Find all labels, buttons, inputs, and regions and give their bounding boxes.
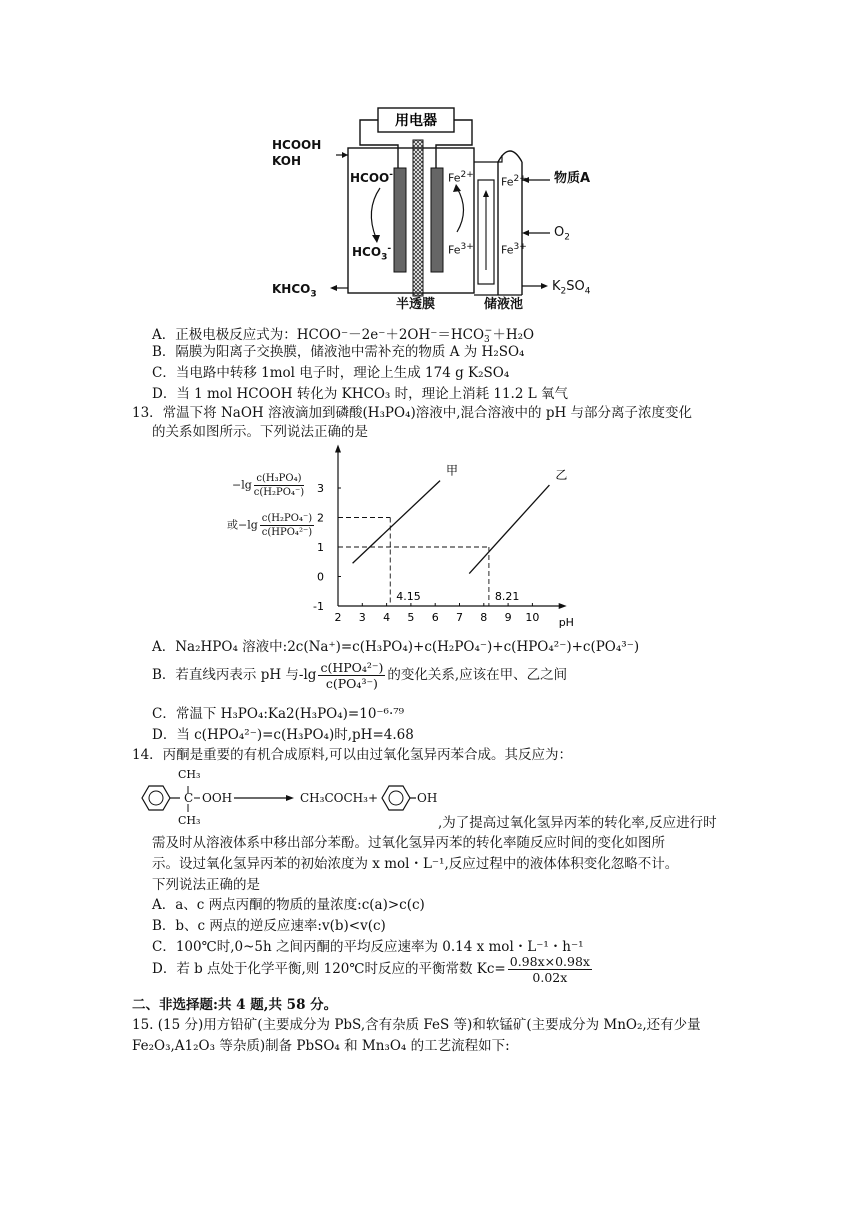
q14-stem-line3: 需及时从溶液体系中移出部分苯酚。过氧化氢异丙苯的转化率随反应时间的变化如图所	[152, 835, 665, 851]
anode-reactant-label: HCOO-	[350, 170, 394, 185]
cathode-fe3-label: $Fe^{3+}$	[448, 242, 474, 257]
reaction-plus: +	[368, 791, 379, 805]
q13-stem-line1: 13．常温下将 NaOH 溶液滴加到磷酸(H₃PO₄)溶液中,混合溶液中的 pH 与部分离子浓度变化	[132, 405, 693, 421]
x-tick-label: 4	[383, 611, 391, 624]
annotation-label: 8.21	[494, 590, 520, 603]
y-tick-label: -1	[313, 600, 324, 613]
q15-line1: 15. (15 分)用方铅矿(主要成分为 PbS,含有杂质 FeS 等)和软锰矿(主要成分为 MnO₂,还有少量	[132, 1017, 701, 1033]
q12-option-a: A．正极电极反应式为：$HCOO^--2e^-+2OH^-=HCO_3^-+H_2O$	[152, 326, 535, 345]
y-tick-label: 0	[317, 570, 324, 584]
tank-fe3-label: $Fe^{3+}$	[501, 242, 527, 257]
x-axis-label: pH	[558, 616, 574, 629]
cathode-fe2-label: $Fe^{2+}$	[448, 170, 474, 185]
q13-option-c: C．常温下 H₃PO₄:Ka2(H₃PO₄)=10⁻⁶·⁷⁹	[152, 706, 405, 722]
tank-fe2-label: $Fe^{2+}$	[501, 174, 527, 189]
q12-option-b: B．隔膜为阳离子交换膜，储液池中需补充的物质 A 为 H₂SO₄	[152, 344, 525, 360]
q12-option-d: D．当 1 mol HCOOH 转化为 KHCO₃ 时，理论上消耗 11.2 L 氧气	[152, 386, 568, 402]
q13-option-b: B．若直线丙表示 pH 与-lg $\frac{\text{c(HPO₄²⁻)}}{\text{c(PO₄³⁻)}}$ 的变化关系,应该在甲、乙之间	[152, 660, 568, 691]
q13-stem-line2: 的关系如图所示。下列说法正确的是	[152, 424, 368, 440]
x-tick-label: 3	[358, 611, 366, 624]
membrane-label: 半透膜	[396, 297, 436, 312]
reaction-ch3-bottom: CH₃	[178, 814, 201, 827]
y-tick-label: 3	[317, 482, 324, 495]
reaction-product-acetone: CH₃COCH₃	[300, 791, 368, 805]
x-tick-label: 7	[456, 611, 463, 624]
series-label: 甲	[446, 463, 459, 478]
reaction-ooh: OOH	[202, 791, 233, 805]
cathode	[431, 168, 443, 272]
anode-product-label: $HCO_3^-$	[352, 244, 392, 263]
reaction-ch3-top: CH₃	[178, 768, 201, 781]
q14-stem-line1: 14．丙酮是重要的有机合成原料,可以由过氧化氢异丙苯合成。其反应为：	[132, 747, 572, 763]
q13-option-a: A．Na₂HPO₄ 溶液中:2c(Na⁺)=c(H₃PO₄)+c(H₂PO₄⁻)+c(HPO₄²⁻)+c(PO₄³⁻)	[152, 639, 640, 655]
x-tick-label: 2	[334, 611, 342, 624]
x-tick-label: 5	[407, 611, 415, 624]
chart-ylabel-2: 或−lg $\frac{\text{c(H₂PO₄⁻)}}{\text{c(HPO₄²⁻)}}$	[227, 513, 313, 538]
x-tick-label: 6	[431, 611, 439, 624]
q15-line2: Fe₂O₃,A1₂O₃ 等杂质)制备 PbSO₄ 和 Mn₃O₄ 的工艺流程如下:	[132, 1038, 510, 1054]
q14-option-d: D．若 b 点处于化学平衡,则 120℃时反应的平衡常数 Kc= $\frac{0.98x\times 0.98x}{0.02x}$	[152, 954, 590, 985]
q14-stem-line4: 示。设过氧化氢异丙苯的初始浓度为 x mol・L⁻¹,反应过程中的液体体积变化忽略不计。	[152, 856, 679, 872]
membrane	[413, 140, 423, 296]
y-tick-label: 2	[317, 511, 324, 525]
q14-option-b: B．b、c 两点的逆反应速率:v(b)<v(c)	[152, 918, 386, 934]
x-axis-arrow	[559, 603, 567, 609]
benzene-ring-icon	[142, 786, 170, 810]
x-tick-label: 9	[504, 611, 512, 624]
series-line	[353, 481, 440, 564]
inlet-label-koh: KOH	[272, 154, 302, 168]
x-tick-label: 8	[480, 611, 488, 624]
reaction-c-atom: C	[184, 791, 194, 805]
oxygen-label: $O_2$	[554, 225, 570, 243]
outlet-label-khco3: $KHCO_3$	[272, 282, 317, 300]
chart-ylabel-1: −lg $\frac{\text{c(H₃PO₄)}}{\text{c(H₂PO₄⁻)}}$	[232, 473, 305, 498]
reaction-oh: OH	[417, 791, 438, 805]
reaction-scheme	[130, 768, 430, 828]
q12-option-c: C．当电路中转移 1mol 电子时，理论上生成 174 g K₂SO₄	[152, 365, 510, 381]
phenol-ring-icon	[382, 786, 410, 810]
substance-a-label: 物质A	[554, 171, 591, 186]
q14-stem-line2: ,为了提高过氧化氢异丙苯的转化率,反应进行时	[438, 815, 717, 831]
q14-stem-line5: 下列说法正确的是	[152, 877, 260, 893]
y-axis-arrow	[335, 445, 341, 453]
ph-chart	[300, 440, 630, 640]
x-tick-label: 10	[525, 611, 540, 624]
inlet-label-hcooh: HCOOH	[272, 138, 322, 152]
q14-option-a: A．a、c 两点丙酮的物质的量浓度:c(a)>c(c)	[152, 897, 425, 913]
anode	[394, 168, 406, 272]
section-heading: 二、非选择题:共 4 题,共 58 分。	[132, 997, 338, 1013]
y-tick-label: 1	[317, 541, 324, 554]
series-line	[469, 485, 549, 574]
annotation-label: 4.15	[396, 590, 421, 603]
series-label: 乙	[555, 468, 568, 483]
q13-option-d: D．当 c(HPO₄²⁻)=c(H₃PO₄)时,pH=4.68	[152, 727, 414, 743]
device-label: 用电器	[395, 113, 437, 129]
tank-label: 储液池	[484, 297, 524, 312]
k2so4-label: $K_2SO_4$	[552, 279, 591, 297]
q14-option-c: C．100℃时,0~5h 之间丙酮的平均反应速率为 0.14 x mol・L⁻¹・h⁻¹	[152, 939, 584, 955]
